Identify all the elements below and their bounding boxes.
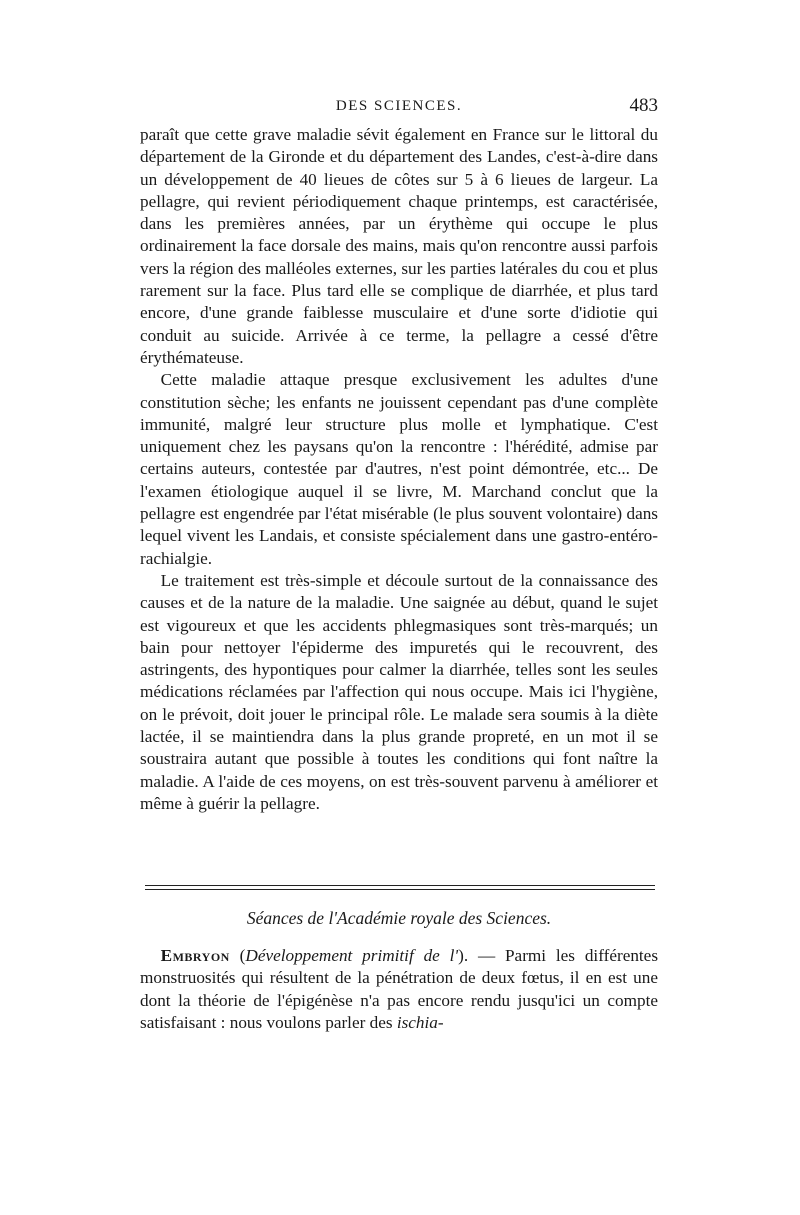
paragraph-3: Le traitement est très-simple et découle surtout de la connaissance des causes et de la nature de la maladie. Une saignée au début, quand le sujet est vigoureux et que les accidents phlegmasiques sont très-marqués; un bain pour nettoyer l'épiderme des impuretés qui le recouvrent, des astringents, des hypontiques pour calmer la diarrhée, telles sont les seules médications réclamées par l'affection qui nous occupe. Mais ici l'hygiène, on le prévoit, doit jouer le principal rôle. Le malade sera soumis à la diète lactée, il se maintiendra dans la plus grande propreté, en un mot il se soustraira autant que possible à toutes les conditions qui font naître la maladie. A l'aide de ces moyens, on est très-souvent parvenu à améliorer et même à guérir la pellagre. — [140, 570, 658, 813]
embryon-paragraph — [140, 945, 658, 1034]
body-text — [140, 124, 658, 815]
embryon-text — [140, 945, 658, 1034]
section-divider — [145, 885, 655, 893]
page-header — [140, 95, 658, 122]
divider-rule-top — [145, 885, 655, 886]
embryon-subtitle: Développement primitif de l' — [245, 946, 459, 965]
embryon-label: Embryon — [160, 946, 230, 965]
divider-rule-bottom — [145, 889, 655, 890]
embryon-close-paren: ). — — [458, 946, 505, 965]
page-number: 483 — [629, 95, 658, 116]
embryon-last-word: ischia- — [396, 1012, 444, 1032]
paragraph-1: paraît que cette grave maladie sévit également en France sur le littoral du département de la Gironde et du département des Landes, c'est-à-dire dans un développement de 40 lieues de côtes sur 5 à 6 lieues de largeur. La pellagre, qui revient périodiquement chaque printemps, est caractérisée, dans les premières années, par un érythème qui occupe le plus ordinairement la face dorsale des mains, mais qu'on rencontre aussi parfois vers la région des malléoles externes, sur les parties latérales du cou et plus rarement sur la face. Plus tard elle se complique de diarrhée, et plus tard encore, d'une grande faiblesse musculaire et d'une sorte d'idiotie qui conduit au suicide. Arrivée à ce terme, la pellagre a cessé d'être érythémateuse. — [140, 125, 658, 367]
embryon-body: Parmi les différentes monstruosités qui résultent de la pénétration de deux fœtus, il en est une dont la théorie de l'épigénèse n'a pas encore rendu jusqu'ici un compte satisfaisant : nous voulons parler des — [140, 946, 659, 1032]
section-title: Séances de l'Académie royale des Sciences. — [246, 908, 552, 928]
embryon-open-paren: ( — [229, 946, 246, 965]
running-head: DES SCIENCES. — [335, 98, 463, 114]
paragraph-2: Cette maladie attaque presque exclusivement les adultes d'une constitution sèche; les enfants ne jouissent cependant pas d'une complète immunité, malgré leur structure plus molle et lymphatique. C'est uniquement chez les paysans qu'on la rencontre : l'hérédité, admise par certains auteurs, contestée par d'autres, n'est point démontrée, etc... De l'examen étiologique auquel il se livre, M. Marchand conclut que la pellagre est engendrée par l'état misérable (le plus souvent volontaire) dans lequel vivent les Landais, et consiste spécialement dans une gastro-entéro-rachialgie. — [140, 370, 658, 568]
